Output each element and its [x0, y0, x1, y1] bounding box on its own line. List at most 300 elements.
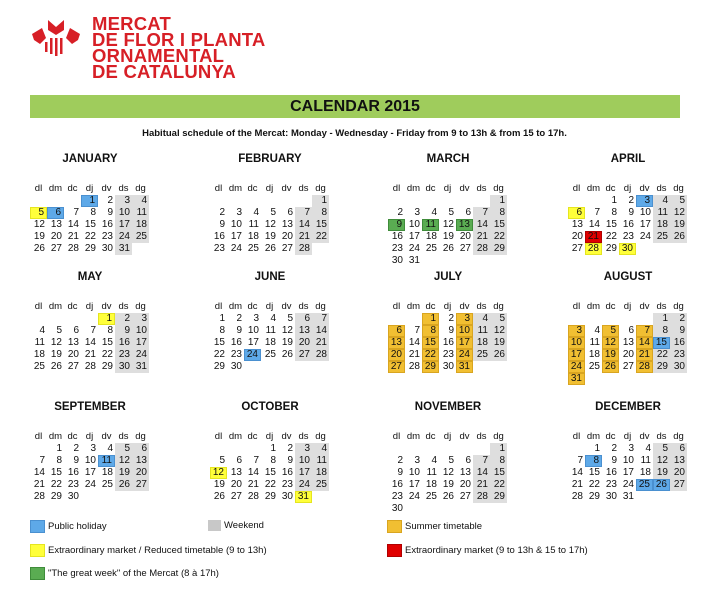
day-cell: 8: [219, 325, 225, 336]
month-name: DECEMBER: [595, 401, 661, 413]
day-cell: 25: [425, 243, 437, 254]
day-cell: 14: [571, 467, 583, 478]
month-october: [210, 401, 330, 503]
day-cell: 26: [442, 243, 454, 254]
day-cell: 15: [490, 219, 507, 231]
month-february: [210, 153, 330, 255]
day-cell: 30: [101, 243, 113, 254]
weekday-label: dc: [247, 431, 258, 442]
logo-line: ORNAMENTAL: [92, 45, 225, 66]
day-cell: 15: [653, 337, 670, 349]
day-cell: 12: [653, 455, 670, 467]
day-cell: 19: [442, 479, 454, 490]
day-cell: 2: [397, 455, 403, 466]
day-cell: 9: [397, 467, 403, 478]
day-cell: 6: [628, 325, 634, 336]
weekday-header: [388, 183, 507, 195]
weekday-label: ds: [476, 301, 487, 312]
weekday-label: dl: [34, 431, 43, 442]
day-cell: 15: [422, 337, 439, 349]
legend-item-weekend: [208, 520, 264, 531]
day-cell: 8: [312, 207, 329, 219]
day-cell: 21: [473, 231, 490, 243]
day-cell: 21: [33, 479, 45, 490]
day-cell: 10: [84, 455, 96, 466]
day-cell: 20: [295, 337, 312, 349]
month-july: [388, 271, 508, 373]
day-cell: 9: [611, 455, 617, 466]
day-cell: 20: [388, 349, 405, 361]
day-cell: 20: [670, 467, 687, 479]
weekday-label: dg: [493, 301, 504, 312]
day-cell: 21: [247, 479, 259, 490]
weekday-label: dv: [459, 431, 470, 442]
day-cell: 30: [619, 243, 636, 255]
weekday-label: dl: [572, 183, 581, 194]
weekday-label: dj: [85, 431, 94, 442]
month-grid: [30, 431, 149, 503]
day-cell: 27: [388, 361, 405, 373]
day-cell: 12: [264, 219, 276, 230]
weekday-label: ds: [656, 183, 667, 194]
day-cell: 23: [670, 349, 687, 361]
weekday-label: dc: [605, 301, 616, 312]
day-cell: 18: [639, 467, 651, 478]
day-cell: 19: [281, 337, 293, 348]
day-cell: 27: [459, 491, 471, 502]
day-cell: 23: [101, 231, 113, 242]
day-cell: 15: [312, 219, 329, 231]
day-cell: 4: [312, 443, 329, 455]
day-cell: 4: [107, 443, 113, 454]
day-cell: 16: [115, 337, 132, 349]
day-cell: 22: [490, 479, 507, 491]
weekday-label: dj: [265, 301, 274, 312]
day-cell: 25: [264, 349, 276, 360]
day-cell: 7: [473, 455, 490, 467]
day-cell: 6: [132, 443, 149, 455]
weekday-label: dv: [101, 301, 112, 312]
day-cell: 2: [628, 195, 634, 206]
day-cell: 8: [107, 325, 113, 336]
day-cell: 18: [473, 337, 490, 349]
month-grid: [210, 183, 329, 255]
day-cell: 26: [490, 349, 507, 361]
day-cell: 23: [67, 479, 79, 490]
day-cell: 11: [589, 337, 600, 348]
weekday-label: dc: [67, 301, 78, 312]
weekday-header: [568, 183, 687, 195]
weekday-label: dg: [315, 431, 326, 442]
day-cell: 10: [247, 325, 259, 336]
weekday-label: dl: [214, 183, 223, 194]
day-cell: 21: [571, 479, 583, 490]
day-cell: 3: [414, 455, 420, 466]
day-cell: 30: [281, 491, 293, 502]
month-grid: [30, 301, 149, 373]
day-cell: 8: [90, 207, 96, 218]
weekday-label: dm: [48, 301, 63, 312]
day-cell: 12: [670, 207, 687, 219]
weekday-header: [210, 301, 329, 313]
weekday-header: [568, 301, 687, 313]
day-cell: 9: [219, 219, 225, 230]
day-cell: 3: [628, 443, 634, 454]
weekday-label: dj: [265, 183, 274, 194]
day-cell: 30: [230, 361, 242, 372]
day-cell: 13: [622, 337, 634, 348]
day-cell: 29: [588, 491, 600, 502]
day-cell: 1: [81, 195, 98, 207]
day-cell: 23: [391, 243, 403, 254]
day-cell: 10: [132, 325, 149, 337]
day-cell: 4: [645, 443, 651, 454]
weekday-label: dl: [392, 183, 401, 194]
day-cell: 16: [670, 337, 687, 349]
day-cell: 16: [213, 231, 225, 242]
month-grid: [30, 183, 149, 255]
weekday-label: ds: [656, 301, 667, 312]
day-cell: 19: [670, 219, 687, 231]
day-cell: 26: [281, 349, 293, 360]
day-cell: 25: [101, 479, 113, 490]
month-name: JULY: [433, 271, 463, 283]
day-cell: 25: [132, 231, 149, 243]
day-cell: 3: [456, 313, 473, 325]
day-cell: 18: [425, 231, 437, 242]
month-grid: [388, 431, 507, 515]
day-cell: 10: [408, 219, 420, 230]
month-name: NOVEMBER: [414, 401, 482, 413]
weekday-label: ds: [656, 431, 667, 442]
weekday-label: dv: [101, 183, 112, 194]
day-cell: 17: [115, 219, 132, 231]
day-cell: 16: [391, 231, 403, 242]
weekday-label: dv: [281, 183, 292, 194]
day-cell: 7: [577, 455, 583, 466]
day-cell: 22: [84, 231, 96, 242]
day-cell: 27: [670, 479, 687, 491]
day-cell: 23: [213, 243, 225, 254]
day-cell: 10: [456, 325, 473, 337]
legend-item-holiday: [30, 520, 107, 533]
day-cell: 13: [281, 219, 293, 230]
day-cell: 10: [230, 219, 242, 230]
day-cell: 17: [408, 231, 420, 242]
day-cell: 8: [611, 207, 617, 218]
day-cell: 29: [653, 361, 670, 373]
day-cell: 12: [50, 337, 62, 348]
day-cell: 24: [639, 231, 651, 242]
day-cell: 15: [213, 337, 225, 348]
legend-item-summer: [387, 520, 482, 533]
weekday-label: ds: [118, 183, 129, 194]
day-cell: 22: [653, 349, 670, 361]
day-cell: 20: [230, 479, 242, 490]
day-cell: 6: [73, 325, 79, 336]
month-name: JUNE: [254, 271, 286, 283]
day-cell: 2: [611, 443, 617, 454]
day-cell: 23: [442, 349, 454, 360]
weekday-label: dj: [265, 431, 274, 442]
green-swatch: [30, 567, 45, 580]
day-cell: 28: [247, 491, 259, 502]
day-cell: 28: [33, 491, 45, 502]
day-cell: 30: [670, 361, 687, 373]
day-cell: 16: [605, 467, 617, 478]
day-cell: 6: [295, 313, 312, 325]
month-grid: [568, 301, 687, 385]
day-cell: 11: [312, 455, 329, 467]
weekday-label: dc: [67, 183, 78, 194]
day-cell: 21: [312, 337, 329, 349]
month-name: MAY: [77, 271, 103, 283]
day-cell: 26: [213, 491, 225, 502]
day-cell: 17: [456, 337, 473, 349]
holiday-swatch: [30, 520, 45, 533]
weekday-label: dg: [673, 301, 684, 312]
day-cell: 3: [636, 195, 653, 207]
weekday-label: dc: [67, 431, 78, 442]
day-cell: 7: [594, 207, 600, 218]
weekday-label: dg: [315, 301, 326, 312]
day-cell: 18: [312, 467, 329, 479]
weekday-label: dj: [443, 183, 452, 194]
day-cell: 15: [490, 467, 507, 479]
day-cell: 16: [391, 479, 403, 490]
weekday-label: dm: [228, 431, 243, 442]
weekday-label: dg: [135, 431, 146, 442]
day-cell: 5: [270, 207, 276, 218]
weekday-label: dv: [639, 431, 650, 442]
day-cell: 13: [295, 325, 312, 337]
day-cell: 3: [90, 443, 96, 454]
day-cell: 15: [264, 467, 276, 478]
day-cell: 18: [132, 219, 149, 231]
weekday-label: dv: [281, 431, 292, 442]
day-cell: 1: [270, 443, 276, 454]
day-cell: 24: [295, 479, 312, 491]
day-cell: 7: [414, 325, 420, 336]
day-cell: 18: [425, 479, 437, 490]
red-swatch: [387, 544, 402, 557]
weekday-label: dv: [459, 183, 470, 194]
day-cell: 9: [73, 455, 79, 466]
day-cell: 6: [388, 325, 405, 337]
day-cell: 29: [101, 361, 113, 372]
logo-line: DE CATALUNYA: [92, 61, 236, 82]
day-cell: 12: [210, 467, 227, 479]
weekday-label: dl: [34, 301, 43, 312]
day-cell: 30: [442, 361, 454, 372]
day-cell: 3: [115, 195, 132, 207]
day-cell: 23: [281, 479, 293, 490]
day-cell: 12: [490, 325, 507, 337]
day-cell: 1: [219, 313, 225, 324]
day-cell: 5: [30, 207, 47, 219]
weekday-label: dj: [623, 431, 632, 442]
day-cell: 28: [408, 361, 420, 372]
day-cell: 4: [132, 195, 149, 207]
day-cell: 7: [312, 313, 329, 325]
day-cell: 5: [490, 313, 507, 325]
weekday-label: ds: [476, 183, 487, 194]
legend-item-green: [30, 567, 219, 580]
day-cell: 13: [571, 219, 583, 230]
day-cell: 19: [442, 231, 454, 242]
weekday-header: [210, 183, 329, 195]
day-cell: 9: [115, 325, 132, 337]
day-cell: 28: [473, 243, 490, 255]
weekday-label: ds: [298, 183, 309, 194]
day-cell: 16: [442, 337, 454, 348]
day-cell: 6: [568, 207, 585, 219]
weekday-header: [30, 431, 149, 443]
weekday-label: dv: [459, 301, 470, 312]
day-cell: 28: [473, 491, 490, 503]
day-cell: 24: [230, 243, 242, 254]
weekday-label: dl: [392, 301, 401, 312]
day-cell: 23: [115, 349, 132, 361]
day-cell: 11: [473, 325, 490, 337]
weekday-label: dg: [493, 431, 504, 442]
day-cell: 16: [67, 467, 79, 478]
day-cell: 27: [132, 479, 149, 491]
day-cell: 20: [50, 231, 62, 242]
day-cell: 9: [287, 455, 293, 466]
day-cell: 26: [115, 479, 132, 491]
day-cell: 13: [456, 219, 473, 231]
day-cell: 14: [295, 219, 312, 231]
day-cell: 25: [247, 243, 259, 254]
weekday-label: dv: [639, 183, 650, 194]
day-cell: 5: [670, 195, 687, 207]
day-cell: 1: [653, 313, 670, 325]
month-june: [210, 271, 330, 373]
day-cell: 27: [295, 349, 312, 361]
day-cell: 21: [84, 349, 96, 360]
day-cell: 25: [425, 491, 437, 502]
day-cell: 11: [265, 325, 276, 336]
day-cell: 14: [312, 325, 329, 337]
day-cell: 1: [594, 443, 600, 454]
day-cell: 13: [132, 455, 149, 467]
weekday-label: dc: [425, 183, 436, 194]
month-grid: [568, 183, 687, 255]
weekday-label: dj: [623, 183, 632, 194]
month-name: OCTOBER: [241, 401, 299, 413]
day-cell: 21: [67, 231, 79, 242]
day-cell: 18: [264, 337, 276, 348]
weekday-label: dm: [48, 431, 63, 442]
day-cell: 28: [295, 243, 312, 255]
day-cell: 11: [422, 219, 439, 231]
day-cell: 20: [67, 349, 79, 360]
weekday-label: dm: [586, 183, 601, 194]
flower-logo-icon: [30, 18, 82, 58]
weekday-label: dl: [214, 431, 223, 442]
day-cell: 27: [459, 243, 471, 254]
day-cell: 20: [132, 467, 149, 479]
day-cell: 11: [98, 455, 115, 467]
day-cell: 26: [264, 243, 276, 254]
day-cell: 18: [588, 349, 600, 360]
day-cell: 6: [236, 455, 242, 466]
weekday-label: dc: [425, 431, 436, 442]
weekday-label: ds: [476, 431, 487, 442]
day-cell: 18: [653, 219, 670, 231]
day-cell: 20: [281, 231, 293, 242]
day-cell: 26: [442, 491, 454, 502]
day-cell: 31: [622, 491, 634, 502]
day-cell: 17: [84, 467, 96, 478]
day-cell: 5: [448, 455, 454, 466]
legend-item-extra: [30, 544, 267, 557]
day-cell: 24: [408, 243, 420, 254]
day-cell: 3: [253, 313, 259, 324]
day-cell: 16: [281, 467, 293, 478]
day-cell: 23: [230, 349, 242, 360]
day-cell: 3: [236, 207, 242, 218]
month-grid: [388, 183, 507, 267]
day-cell: 10: [568, 337, 585, 349]
day-cell: 5: [287, 313, 293, 324]
page-title: CALENDAR 2015: [30, 95, 680, 118]
day-cell: 6: [287, 207, 293, 218]
month-name: MARCH: [426, 153, 470, 165]
legend-label: Public holiday: [48, 521, 107, 532]
day-cell: 14: [33, 467, 45, 478]
day-cell: 11: [132, 207, 149, 219]
day-cell: 17: [247, 337, 259, 348]
weekday-label: dv: [639, 301, 650, 312]
day-cell: 14: [473, 219, 490, 231]
day-cell: 3: [568, 325, 585, 337]
day-cell: 12: [115, 455, 132, 467]
weekday-label: dm: [228, 301, 243, 312]
day-cell: 2: [107, 195, 113, 206]
weekday-label: dm: [228, 183, 243, 194]
day-cell: 23: [605, 479, 617, 490]
weekday-label: dc: [605, 183, 616, 194]
logo-line: MERCAT: [92, 13, 171, 34]
day-cell: 7: [636, 325, 653, 337]
day-cell: 24: [244, 349, 261, 361]
weekday-header: [388, 431, 507, 443]
month-march: [388, 153, 508, 267]
weekday-label: dm: [48, 183, 63, 194]
day-cell: 23: [622, 231, 634, 242]
day-cell: 4: [653, 195, 670, 207]
day-cell: 4: [253, 207, 259, 218]
day-cell: 10: [408, 467, 420, 478]
day-cell: 11: [34, 337, 45, 348]
day-cell: 7: [473, 207, 490, 219]
weekday-label: ds: [298, 431, 309, 442]
day-cell: 22: [588, 479, 600, 490]
month-grid: [388, 301, 507, 373]
day-cell: 12: [281, 325, 293, 336]
day-cell: 19: [33, 231, 45, 242]
day-cell: 19: [50, 349, 62, 360]
day-cell: 3: [414, 207, 420, 218]
day-cell: 19: [264, 231, 276, 242]
extra-swatch: [30, 544, 45, 557]
day-cell: 18: [33, 349, 45, 360]
day-cell: 21: [295, 231, 312, 243]
day-cell: 27: [571, 243, 583, 254]
day-cell: 2: [115, 313, 132, 325]
